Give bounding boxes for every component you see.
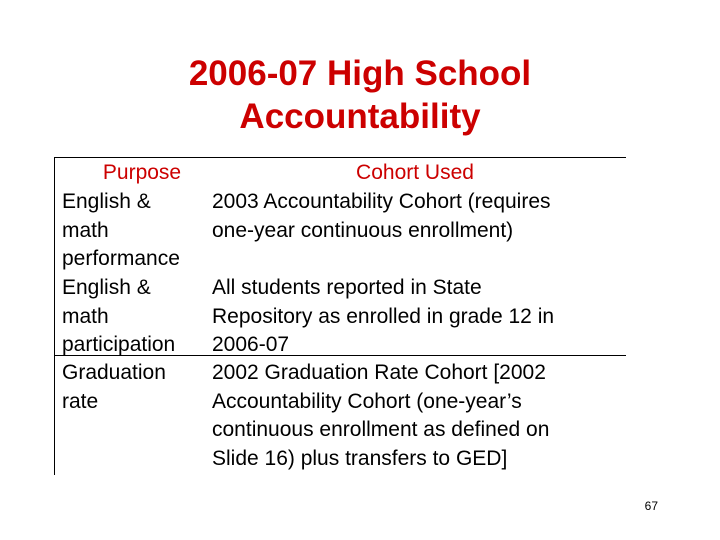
slide-title-line-2: Accountability	[239, 97, 481, 136]
table-left-border	[54, 157, 55, 475]
row-1-cohort-line: 2003 Accountability Cohort (requires	[212, 190, 551, 213]
row-3-cohort	[212, 359, 549, 474]
row-3-cohort-line: Accountability Cohort (one-year’s	[212, 389, 522, 413]
row-3-cohort-line: 2002 Graduation Rate Cohort [2002	[212, 361, 546, 384]
row-1-purpose-line: English &	[62, 190, 151, 213]
row-2-purpose-line: math	[62, 304, 109, 328]
table-top-border	[54, 157, 626, 158]
row-3-cohort-line: continuous enrollment as defined on	[212, 418, 550, 442]
row-2-purpose-line: participation	[62, 333, 176, 357]
header-cohort-used: Cohort Used	[356, 161, 474, 184]
row-2-purpose	[62, 274, 175, 360]
row-2-cohort-line: 2006-07	[212, 333, 290, 357]
row-1-purpose	[62, 188, 180, 274]
row-3-cohort-line: Slide 16) plus transfers to GED]	[212, 447, 508, 471]
row-1-cohort	[212, 188, 551, 245]
header-purpose: Purpose	[102, 161, 182, 184]
slide-title-line-1: 2006-07 High School	[188, 54, 532, 93]
row-2-cohort-line: Repository as enrolled in grade 12 in	[212, 304, 555, 328]
row-1-cohort-line: one-year continuous enrollment)	[212, 218, 514, 242]
row-2-purpose-line: English &	[62, 276, 151, 299]
row-3-purpose	[62, 359, 166, 416]
accountability-table	[54, 157, 626, 475]
row-3-purpose-line: rate	[62, 389, 99, 413]
row-2-cohort-line: All students reported in State	[212, 276, 482, 299]
slide-title	[0, 52, 720, 138]
row-2-cohort	[212, 274, 554, 360]
page-number: 67	[644, 499, 658, 513]
row-3-purpose-line: Graduation	[62, 361, 166, 384]
row-1-purpose-line: performance	[62, 247, 180, 271]
row-1-purpose-line: math	[62, 218, 109, 242]
